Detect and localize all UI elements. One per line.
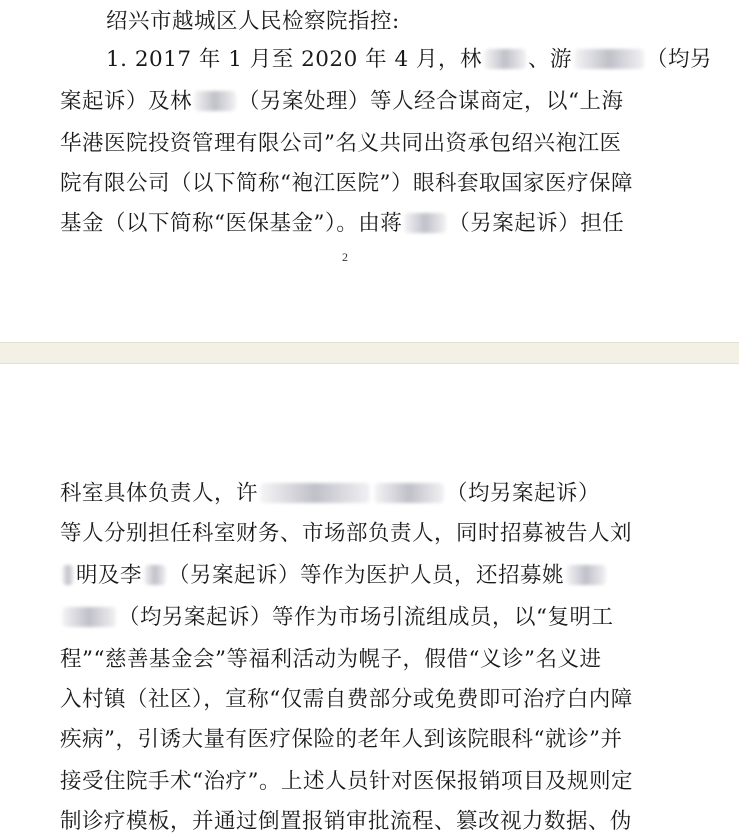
text-line: 接受住院手术“治疗”。上述人员针对医保报销项目及规则定 — [60, 769, 633, 794]
redaction-blur — [144, 565, 166, 585]
page-number: 2 — [342, 250, 348, 264]
text-line: 华港医院投资管理有限公司”名义共同出资承包绍兴袍江医 — [60, 131, 622, 156]
text-line: 等人分别担任科室财务、市场部负责人，同时招募被告人刘 — [60, 521, 633, 546]
document-page-top — [0, 0, 739, 342]
text-line: 绍兴市越城区人民检察院指控: — [106, 9, 400, 34]
redaction-blur — [484, 49, 526, 69]
redaction-blur — [404, 213, 446, 233]
text-line: 科室具体负责人，许 （均另案起诉） — [60, 481, 601, 506]
redaction-blur — [62, 565, 74, 585]
text-line: （均另案起诉）等作为市场引流组成员，以“复明工 — [60, 600, 614, 631]
text-line: 入村镇（社区），宣称“仅需自费部分或免费即可治疗白内障 — [60, 687, 633, 712]
text-line: 院有限公司（以下简称“袍江医院”）眼科套取国家医疗保障 — [60, 171, 633, 196]
text-line: 1. 2017 年 1 月至 2020 年 4 月，林 、游 （均另 — [106, 47, 713, 72]
redaction-blur — [574, 49, 644, 69]
page-separator — [0, 342, 739, 364]
redaction-blur — [374, 483, 444, 503]
redaction-blur — [194, 91, 236, 111]
text-line: 程”“慈善基金会”等福利活动为幌子，假借“义诊”名义进 — [60, 647, 602, 672]
text-line: 制诊疗模板，并通过倒置报销审批流程、篡改视力数据、伪 — [60, 809, 633, 834]
document-page-bottom — [0, 364, 739, 836]
redaction-blur — [260, 483, 370, 503]
text-line: 明及李 （另案起诉）等作为医护人员，还招募姚 — [60, 558, 608, 589]
redaction-blur — [62, 607, 116, 627]
text-line: 基金（以下简称“医保基金”）。由蒋 （另案起诉）担任 — [60, 211, 625, 236]
text-line: 疾病”，引诱大量有医疗保险的老年人到该院眼科“就诊”并 — [60, 727, 623, 752]
redaction-blur — [566, 565, 606, 585]
text-line: 案起诉）及林 （另案处理）等人经合谋商定，以“上海 — [60, 89, 624, 114]
